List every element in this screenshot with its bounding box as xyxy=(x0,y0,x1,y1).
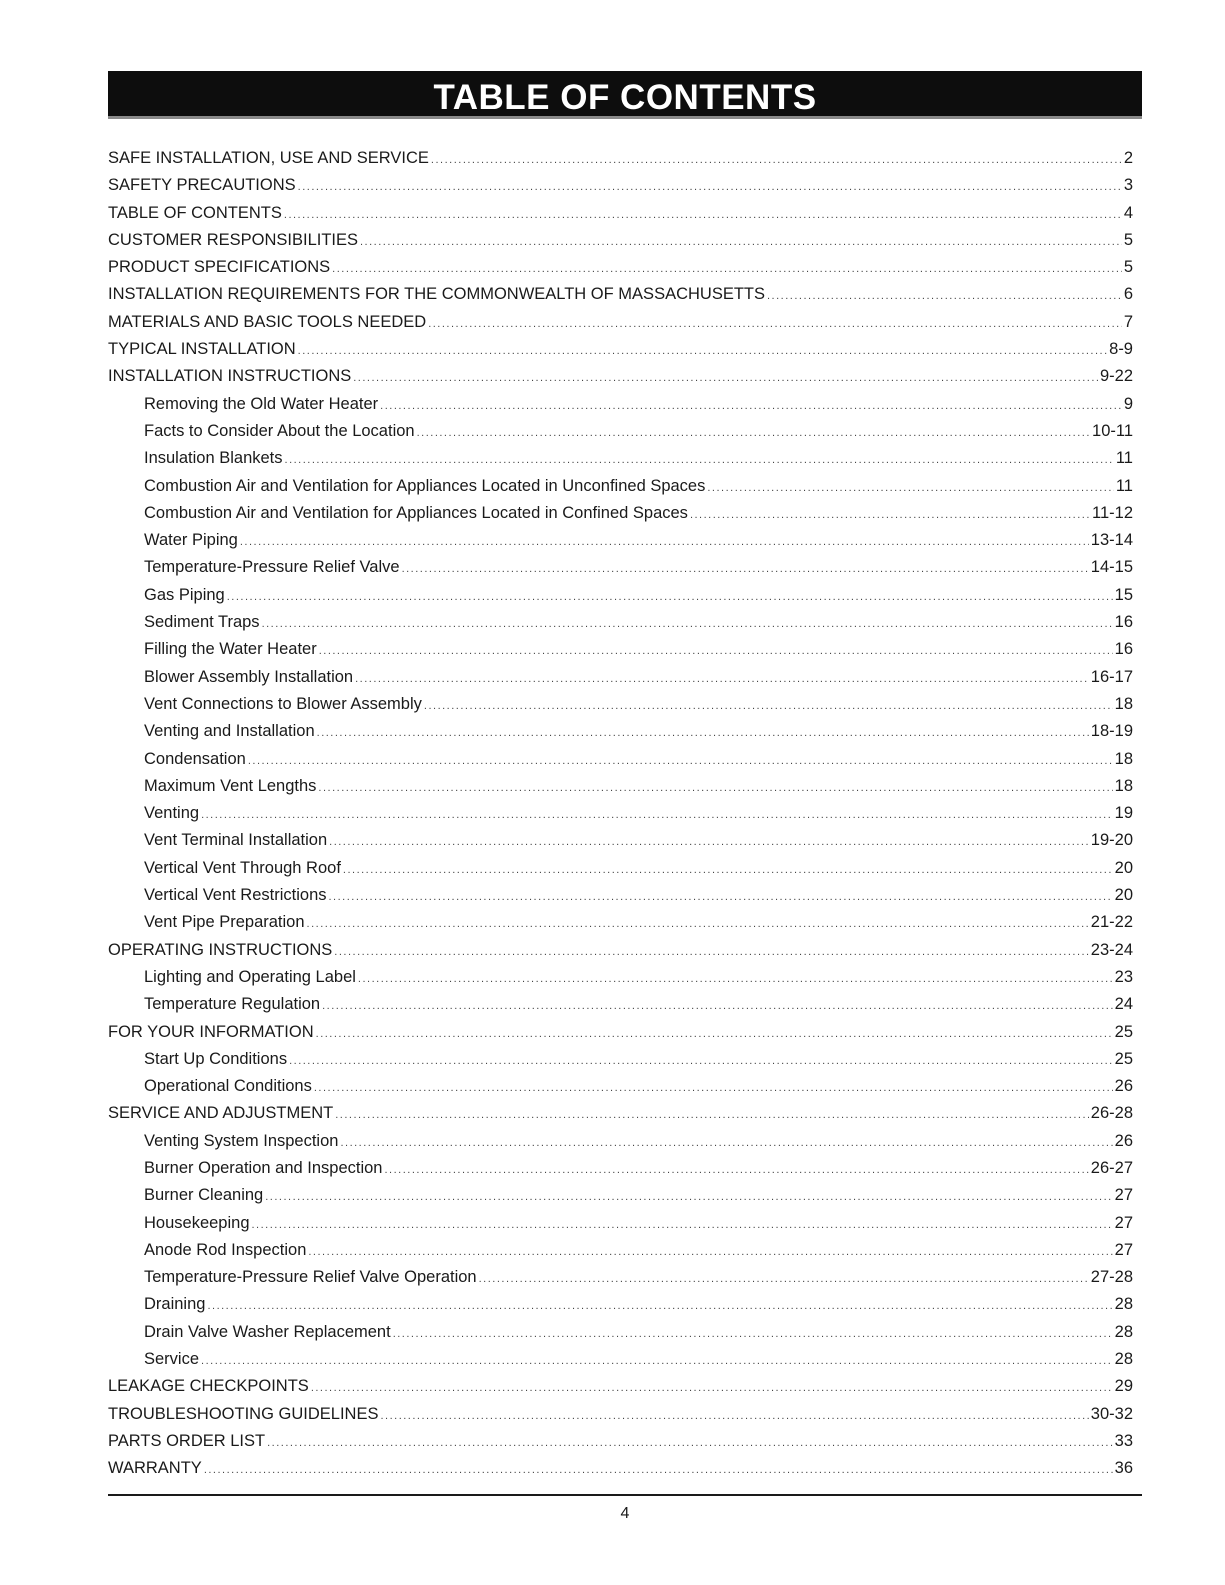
toc-entry-label: Gas Piping xyxy=(144,585,225,604)
toc-entry-page: 11 xyxy=(1115,449,1133,468)
toc-entry xyxy=(108,1401,1133,1428)
dot-leader xyxy=(334,939,1089,966)
toc-entry-page: 11 xyxy=(1115,476,1133,495)
dot-leader xyxy=(240,529,1089,556)
toc-subentry xyxy=(108,1046,1133,1073)
toc-entry xyxy=(108,309,1133,336)
toc-entry-page: 5 xyxy=(1123,258,1133,277)
toc-entry-page: 16 xyxy=(1114,613,1133,632)
toc-entry-page: 20 xyxy=(1114,858,1133,877)
toc-subentry xyxy=(108,827,1133,854)
toc-entry xyxy=(108,172,1133,199)
toc-entry-page: 21-22 xyxy=(1090,913,1133,932)
dot-leader xyxy=(317,720,1089,747)
toc-subentry xyxy=(108,391,1133,418)
toc-entry-label: Vertical Vent Restrictions xyxy=(144,886,327,905)
toc-entry-page: 18 xyxy=(1114,776,1133,795)
toc-subentry xyxy=(108,1128,1133,1155)
toc-entry-label: WARRANTY xyxy=(108,1459,202,1478)
page-title: TABLE OF CONTENTS xyxy=(433,77,817,117)
dot-leader xyxy=(431,147,1122,174)
toc-subentry xyxy=(108,473,1133,500)
toc-entry-page: 4 xyxy=(1123,203,1133,222)
dot-leader xyxy=(424,693,1113,720)
dot-leader xyxy=(248,748,1113,775)
toc-entry-label: Insulation Blankets xyxy=(144,449,283,468)
toc-entry-page: 24 xyxy=(1114,995,1133,1014)
toc-entry-label: Service xyxy=(144,1350,200,1369)
toc-entry-label: Maximum Vent Lengths xyxy=(144,776,317,795)
dot-leader xyxy=(298,338,1107,365)
dot-leader xyxy=(314,1075,1113,1102)
toc-subentry xyxy=(108,1264,1133,1291)
toc-entry-label: Venting System Inspection xyxy=(144,1131,339,1150)
toc-entry-label: Combustion Air and Ventilation for Appliances Located in Unconfined Spaces xyxy=(144,476,706,495)
toc-entry xyxy=(108,1100,1133,1127)
dot-leader xyxy=(380,1403,1088,1430)
toc-entry xyxy=(108,281,1133,308)
toc-entry-page: 7 xyxy=(1123,312,1133,331)
toc-entry-page: 23 xyxy=(1114,967,1133,986)
dot-leader xyxy=(428,311,1122,338)
dot-leader xyxy=(227,584,1113,611)
toc-entry-page: 14-15 xyxy=(1090,558,1133,577)
dot-leader xyxy=(252,1212,1113,1239)
toc-subentry xyxy=(108,1210,1133,1237)
dot-leader xyxy=(319,638,1113,665)
toc-entry-label: INSTALLATION REQUIREMENTS FOR THE COMMONWEALTH OF MASSACHUSETTS xyxy=(108,285,765,304)
dot-leader xyxy=(479,1266,1089,1293)
toc-entry-page: 13-14 xyxy=(1090,531,1133,550)
dot-leader xyxy=(284,202,1122,229)
toc-entry-page: 36 xyxy=(1114,1459,1133,1478)
dot-leader xyxy=(355,666,1089,693)
toc-entry xyxy=(108,336,1133,363)
toc-subentry xyxy=(108,664,1133,691)
dot-leader xyxy=(417,420,1090,447)
toc-entry-page: 30-32 xyxy=(1090,1404,1133,1423)
toc-entry xyxy=(108,937,1133,964)
toc-entry xyxy=(108,1428,1133,1455)
toc-subentry xyxy=(108,1073,1133,1100)
toc-entry-page: 18-19 xyxy=(1090,722,1133,741)
toc-entry-label: Burner Cleaning xyxy=(144,1186,264,1205)
toc-entry-label: Facts to Consider About the Location xyxy=(144,421,415,440)
dot-leader xyxy=(289,1048,1113,1075)
dot-leader xyxy=(393,1321,1113,1348)
toc-entry-label: Draining xyxy=(144,1295,206,1314)
toc-subentry xyxy=(108,800,1133,827)
toc-entry-page: 26-27 xyxy=(1090,1158,1133,1177)
toc-subentry xyxy=(108,1291,1133,1318)
dot-leader xyxy=(335,1102,1089,1129)
toc-subentry xyxy=(108,718,1133,745)
toc-entry-label: Vertical Vent Through Roof xyxy=(144,858,341,877)
dot-leader xyxy=(307,911,1089,938)
dot-leader xyxy=(201,1348,1113,1375)
toc-entry-label: Operational Conditions xyxy=(144,1077,312,1096)
toc-entry-page: 23-24 xyxy=(1090,940,1133,959)
toc-subentry xyxy=(108,445,1133,472)
toc-entry-label: SAFETY PRECAUTIONS xyxy=(108,176,296,195)
toc-subentry xyxy=(108,909,1133,936)
toc-subentry xyxy=(108,1237,1133,1264)
dot-leader xyxy=(767,283,1122,310)
toc-entry-label: Combustion Air and Ventilation for Appliances Located in Confined Spaces xyxy=(144,503,688,522)
toc-entry-page: 11-12 xyxy=(1092,503,1133,522)
toc-entry-label: SERVICE AND ADJUSTMENT xyxy=(108,1104,334,1123)
dot-leader xyxy=(385,1157,1089,1184)
toc-entry-page: 27 xyxy=(1114,1213,1133,1232)
toc-entry-label: Vent Terminal Installation xyxy=(144,831,328,850)
toc-subentry xyxy=(108,746,1133,773)
toc-entry-page: 16 xyxy=(1114,640,1133,659)
toc-entry-label: Filling the Water Heater xyxy=(144,640,317,659)
dot-leader xyxy=(267,1430,1113,1457)
toc-subentry xyxy=(108,964,1133,991)
toc-entry-page: 27-28 xyxy=(1090,1268,1133,1287)
toc-entry-label: Drain Valve Washer Replacement xyxy=(144,1322,391,1341)
toc-entry-page: 26-28 xyxy=(1090,1104,1133,1123)
toc-subentry xyxy=(108,855,1133,882)
toc-entry-label: MATERIALS AND BASIC TOOLS NEEDED xyxy=(108,312,427,331)
toc-subentry xyxy=(108,418,1133,445)
toc-entry-label: LEAKAGE CHECKPOINTS xyxy=(108,1377,309,1396)
toc-entry xyxy=(108,363,1133,390)
toc-entry-page: 18 xyxy=(1114,694,1133,713)
dot-leader xyxy=(318,775,1112,802)
toc-entry-page: 19-20 xyxy=(1090,831,1133,850)
toc-entry-page: 28 xyxy=(1114,1295,1133,1314)
toc-entry-label: Water Piping xyxy=(144,531,238,550)
toc-subentry xyxy=(108,691,1133,718)
toc-entry-page: 25 xyxy=(1114,1022,1133,1041)
dot-leader xyxy=(707,475,1113,502)
dot-leader xyxy=(332,256,1122,283)
title-banner xyxy=(108,71,1142,119)
toc-entry-label: SAFE INSTALLATION, USE AND SERVICE xyxy=(108,149,429,167)
toc-entry-page: 28 xyxy=(1114,1350,1133,1369)
toc-entry-label: Blower Assembly Installation xyxy=(144,667,354,686)
dot-leader xyxy=(311,1375,1113,1402)
toc-entry-label: Vent Pipe Preparation xyxy=(144,913,305,932)
dot-leader xyxy=(308,1239,1112,1266)
toc-entry-page: 6 xyxy=(1123,285,1133,304)
toc-subentry xyxy=(108,773,1133,800)
toc-entry-page: 10-11 xyxy=(1092,421,1133,440)
toc-entry-page: 16-17 xyxy=(1090,667,1133,686)
dot-leader xyxy=(402,556,1089,583)
toc-entry xyxy=(108,1019,1133,1046)
dot-leader xyxy=(340,1130,1112,1157)
toc-entry-page: 29 xyxy=(1114,1377,1133,1396)
toc-entry xyxy=(108,254,1133,281)
dot-leader xyxy=(207,1293,1112,1320)
toc-subentry xyxy=(108,500,1133,527)
toc-entry-label: Condensation xyxy=(144,749,246,768)
toc-entry-label: PARTS ORDER LIST xyxy=(108,1431,266,1450)
dot-leader xyxy=(265,1184,1112,1211)
toc-entry-page: 25 xyxy=(1114,1049,1133,1068)
toc-entry xyxy=(108,145,1133,172)
toc-subentry xyxy=(108,636,1133,663)
toc-entry xyxy=(108,227,1133,254)
dot-leader xyxy=(353,365,1098,392)
dot-leader xyxy=(329,884,1113,911)
toc-entry xyxy=(108,1455,1133,1482)
dot-leader xyxy=(360,229,1122,256)
toc-entry-label: OPERATING INSTRUCTIONS xyxy=(108,940,333,959)
toc-entry-label: Start Up Conditions xyxy=(144,1049,288,1068)
toc-entry-page: 27 xyxy=(1114,1240,1133,1259)
toc-subentry xyxy=(108,582,1133,609)
toc-subentry xyxy=(108,527,1133,554)
dot-leader xyxy=(358,966,1113,993)
toc-subentry xyxy=(108,1182,1133,1209)
toc-entry-label: Temperature-Pressure Relief Valve xyxy=(144,558,400,577)
toc-entry-page: 26 xyxy=(1114,1077,1133,1096)
dot-leader xyxy=(201,802,1113,829)
toc-entry-label: Temperature-Pressure Relief Valve Operation xyxy=(144,1268,477,1287)
dot-leader xyxy=(298,174,1122,201)
toc-entry-label: CUSTOMER RESPONSIBILITIES xyxy=(108,230,358,249)
toc-entry-label: Removing the Old Water Heater xyxy=(144,394,379,413)
toc-subentry xyxy=(108,1155,1133,1182)
toc-entry-page: 33 xyxy=(1114,1431,1133,1450)
toc-subentry xyxy=(108,554,1133,581)
toc-entry-page: 15 xyxy=(1114,585,1133,604)
toc-entry-label: Housekeeping xyxy=(144,1213,250,1232)
dot-leader xyxy=(285,447,1114,474)
toc-entry-label: TYPICAL INSTALLATION xyxy=(108,340,296,359)
dot-leader xyxy=(380,393,1122,420)
toc-entry-label: Sediment Traps xyxy=(144,613,260,632)
toc-subentry xyxy=(108,991,1133,1018)
toc-entry-page: 26 xyxy=(1114,1131,1133,1150)
toc-entry-label: Anode Rod Inspection xyxy=(144,1240,307,1259)
toc-entry-label: TABLE OF CONTENTS xyxy=(108,203,282,222)
toc-subentry xyxy=(108,1346,1133,1373)
toc-entry-label: FOR YOUR INFORMATION xyxy=(108,1022,314,1041)
toc-subentry xyxy=(108,882,1133,909)
dot-leader xyxy=(204,1457,1113,1484)
toc-entry-page: 8-9 xyxy=(1109,340,1133,359)
toc-entry-page: 28 xyxy=(1114,1322,1133,1341)
toc-entry-label: INSTALLATION INSTRUCTIONS xyxy=(108,367,352,386)
toc-entry-page: 2 xyxy=(1123,149,1133,167)
dot-leader xyxy=(316,1021,1113,1048)
toc-list xyxy=(108,145,1133,1483)
dot-leader xyxy=(329,829,1089,856)
page-number: 4 xyxy=(620,1505,630,1522)
dot-leader xyxy=(322,993,1113,1020)
toc-entry-label: TROUBLESHOOTING GUIDELINES xyxy=(108,1404,379,1423)
toc-entry-page: 3 xyxy=(1123,176,1133,195)
dot-leader xyxy=(262,611,1113,638)
toc-entry-page: 20 xyxy=(1114,886,1133,905)
toc-entry-label: Vent Connections to Blower Assembly xyxy=(144,694,422,713)
dot-leader xyxy=(343,857,1113,884)
toc-entry-label: PRODUCT SPECIFICATIONS xyxy=(108,258,331,277)
footer-divider xyxy=(108,1494,1142,1496)
toc-entry-page: 9-22 xyxy=(1099,367,1133,386)
toc-entry-page: 27 xyxy=(1114,1186,1133,1205)
toc-entry xyxy=(108,1373,1133,1400)
toc-entry xyxy=(108,200,1133,227)
toc-entry-label: Lighting and Operating Label xyxy=(144,967,356,986)
toc-subentry xyxy=(108,609,1133,636)
toc-entry-label: Venting and Installation xyxy=(144,722,315,741)
toc-entry-label: Temperature Regulation xyxy=(144,995,321,1014)
toc-subentry xyxy=(108,1319,1133,1346)
toc-entry-page: 19 xyxy=(1114,804,1133,823)
toc-entry-page: 9 xyxy=(1123,394,1133,413)
dot-leader xyxy=(690,502,1090,529)
toc-entry-label: Burner Operation and Inspection xyxy=(144,1158,383,1177)
toc-entry-page: 18 xyxy=(1114,749,1133,768)
toc-entry-label: Venting xyxy=(144,804,200,823)
toc-entry-page: 5 xyxy=(1123,230,1133,249)
